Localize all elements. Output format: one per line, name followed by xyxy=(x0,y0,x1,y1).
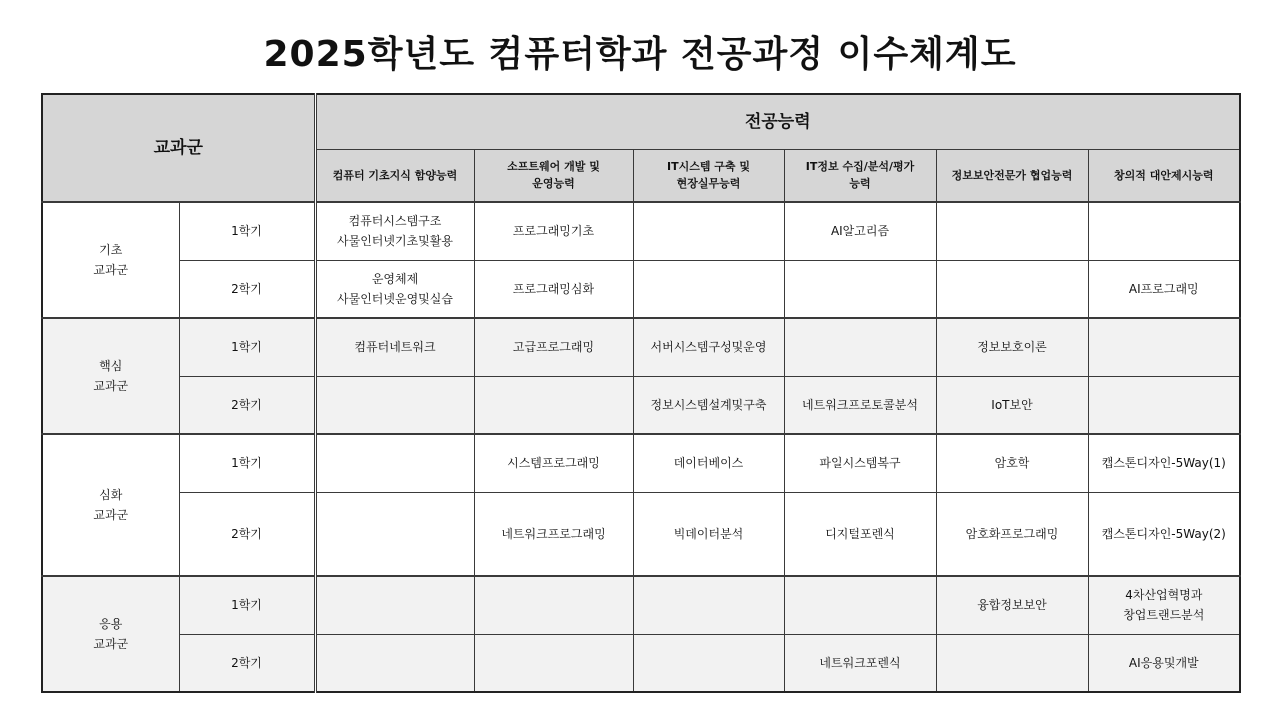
course-cell xyxy=(1088,434,1240,492)
course-cell xyxy=(1088,634,1240,692)
semester-cell: 1학기 xyxy=(179,434,315,492)
course-name: 프로그래밍기초 xyxy=(512,224,595,239)
course-cell xyxy=(784,202,936,260)
table-row xyxy=(42,634,1240,692)
course-cell xyxy=(474,318,633,376)
course-name: 4차산업혁명과 xyxy=(1125,588,1203,603)
course-name: 고급프로그래밍 xyxy=(512,340,595,355)
semester-cell: 1학기 xyxy=(179,202,315,260)
course-name: 캡스톤디자인-5Way(2) xyxy=(1101,526,1226,541)
group-label-line: 교과군 xyxy=(93,637,129,651)
course-cell xyxy=(474,202,633,260)
column-header-line: 정보보안전문가 협업능력 xyxy=(951,168,1073,182)
course-name: 사물인터넷운영및실습 xyxy=(337,291,453,306)
course-cell xyxy=(784,576,936,634)
course-name: 사물인터넷기초및활용 xyxy=(337,234,453,249)
course-cell xyxy=(1088,576,1240,634)
course-cell xyxy=(1088,318,1240,376)
group-label-line: 핵심 xyxy=(99,359,123,373)
table-row xyxy=(42,318,1240,376)
course-group-label xyxy=(42,202,179,318)
course-name: 정보보호이론 xyxy=(977,340,1047,355)
course-name: 암호화프로그래밍 xyxy=(965,526,1059,541)
course-name: AI프로그래밍 xyxy=(1128,281,1199,296)
course-cell xyxy=(474,260,633,318)
column-header-line: IT시스템 구축 및 xyxy=(666,160,750,174)
course-cell xyxy=(633,260,784,318)
group-label-line: 교과군 xyxy=(93,379,129,393)
course-cell xyxy=(784,376,936,434)
course-name: 정보시스템설계및구축 xyxy=(650,397,767,412)
column-header-line: 창의적 대안제시능력 xyxy=(1114,168,1214,182)
course-name: 창업트랜드분석 xyxy=(1123,608,1205,623)
competency-column-header xyxy=(936,149,1088,202)
column-header-line: 능력 xyxy=(849,177,871,191)
column-header-line: 컴퓨터 기초지식 함양능력 xyxy=(332,168,458,182)
course-cell xyxy=(936,434,1088,492)
course-name: 시스템프로그래밍 xyxy=(507,456,600,471)
course-cell xyxy=(315,634,474,692)
column-header-line: IT정보 수집/분석/평가 xyxy=(805,160,915,174)
group-column-header: 교과군 xyxy=(42,94,315,202)
course-cell xyxy=(936,260,1088,318)
course-cell xyxy=(474,634,633,692)
course-cell xyxy=(315,492,474,576)
course-name: 암호학 xyxy=(994,456,1030,471)
header-row-top xyxy=(42,94,1240,149)
semester-cell: 2학기 xyxy=(179,260,315,318)
course-name: 네트워크프로그래밍 xyxy=(501,526,606,541)
group-label-line: 심화 xyxy=(99,488,123,502)
course-name: 컴퓨터시스템구조 xyxy=(348,214,442,229)
course-cell xyxy=(474,576,633,634)
course-cell xyxy=(315,202,474,260)
column-header-line: 현장실무능력 xyxy=(676,177,741,191)
course-name: 네트워크포렌식 xyxy=(819,655,901,670)
course-cell xyxy=(784,492,936,576)
curriculum-body xyxy=(42,202,1240,692)
column-header-line: 소프트웨어 개발 및 xyxy=(507,160,600,174)
course-cell xyxy=(633,376,784,434)
course-cell xyxy=(784,434,936,492)
course-cell xyxy=(936,376,1088,434)
group-label-line: 기초 xyxy=(99,243,123,257)
course-cell xyxy=(1088,492,1240,576)
course-cell xyxy=(1088,202,1240,260)
course-cell xyxy=(936,318,1088,376)
course-name: AI알고리즘 xyxy=(830,224,890,239)
table-row xyxy=(42,434,1240,492)
course-group-label xyxy=(42,434,179,576)
course-cell xyxy=(633,434,784,492)
group-label-line: 교과군 xyxy=(93,263,129,277)
course-cell xyxy=(474,434,633,492)
course-cell xyxy=(315,434,474,492)
course-name: 프로그래밍심화 xyxy=(512,281,595,296)
course-group-label xyxy=(42,576,179,692)
group-label-line: 응용 xyxy=(99,617,123,631)
competency-column-header xyxy=(474,149,633,202)
course-name: 파일시스템복구 xyxy=(819,456,901,471)
competency-column-header xyxy=(633,149,784,202)
course-cell xyxy=(474,492,633,576)
course-cell xyxy=(315,260,474,318)
table-row xyxy=(42,576,1240,634)
course-name: 융합정보보안 xyxy=(977,598,1047,613)
course-name: 빅데이터분석 xyxy=(673,526,744,541)
course-cell xyxy=(936,202,1088,260)
course-cell xyxy=(784,634,936,692)
page-title: 2025학년도 컴퓨터학과 전공과정 이수체계도 xyxy=(263,34,1017,75)
course-cell xyxy=(633,318,784,376)
course-cell xyxy=(1088,376,1240,434)
semester-cell: 2학기 xyxy=(179,634,315,692)
course-name: 데이터베이스 xyxy=(673,456,744,471)
course-cell xyxy=(315,318,474,376)
course-cell xyxy=(633,492,784,576)
column-header-line: 운영능력 xyxy=(532,177,575,191)
course-cell xyxy=(315,576,474,634)
semester-cell: 1학기 xyxy=(179,318,315,376)
course-name: 디지털포렌식 xyxy=(825,526,895,541)
semester-cell: 2학기 xyxy=(179,376,315,434)
group-label-line: 교과군 xyxy=(93,508,129,522)
competency-header: 전공능력 xyxy=(315,94,1240,149)
course-cell xyxy=(633,634,784,692)
semester-cell: 2학기 xyxy=(179,492,315,576)
course-name: 운영체제 xyxy=(371,271,419,286)
course-cell xyxy=(633,576,784,634)
course-name: 서버시스템구성및운영 xyxy=(650,340,767,355)
table-row xyxy=(42,202,1240,260)
course-cell xyxy=(784,260,936,318)
course-cell xyxy=(315,376,474,434)
table-row xyxy=(42,260,1240,318)
semester-cell: 1학기 xyxy=(179,576,315,634)
competency-column-header xyxy=(1088,149,1240,202)
table-row xyxy=(42,492,1240,576)
course-cell xyxy=(1088,260,1240,318)
course-group-label xyxy=(42,318,179,434)
course-cell xyxy=(936,634,1088,692)
course-name: 캡스톤디자인-5Way(1) xyxy=(1101,456,1226,471)
course-cell xyxy=(936,576,1088,634)
course-name: 네트워크프로토콜분석 xyxy=(802,397,918,412)
course-cell xyxy=(784,318,936,376)
course-cell xyxy=(474,376,633,434)
course-name: AI응용및개발 xyxy=(1128,655,1199,670)
competency-column-header xyxy=(784,149,936,202)
curriculum-table xyxy=(41,93,1241,693)
table-row xyxy=(42,376,1240,434)
course-name: 컴퓨터네트워크 xyxy=(354,340,436,355)
competency-column-header xyxy=(315,149,474,202)
course-cell xyxy=(936,492,1088,576)
course-cell xyxy=(633,202,784,260)
course-name: IoT보안 xyxy=(991,397,1033,412)
